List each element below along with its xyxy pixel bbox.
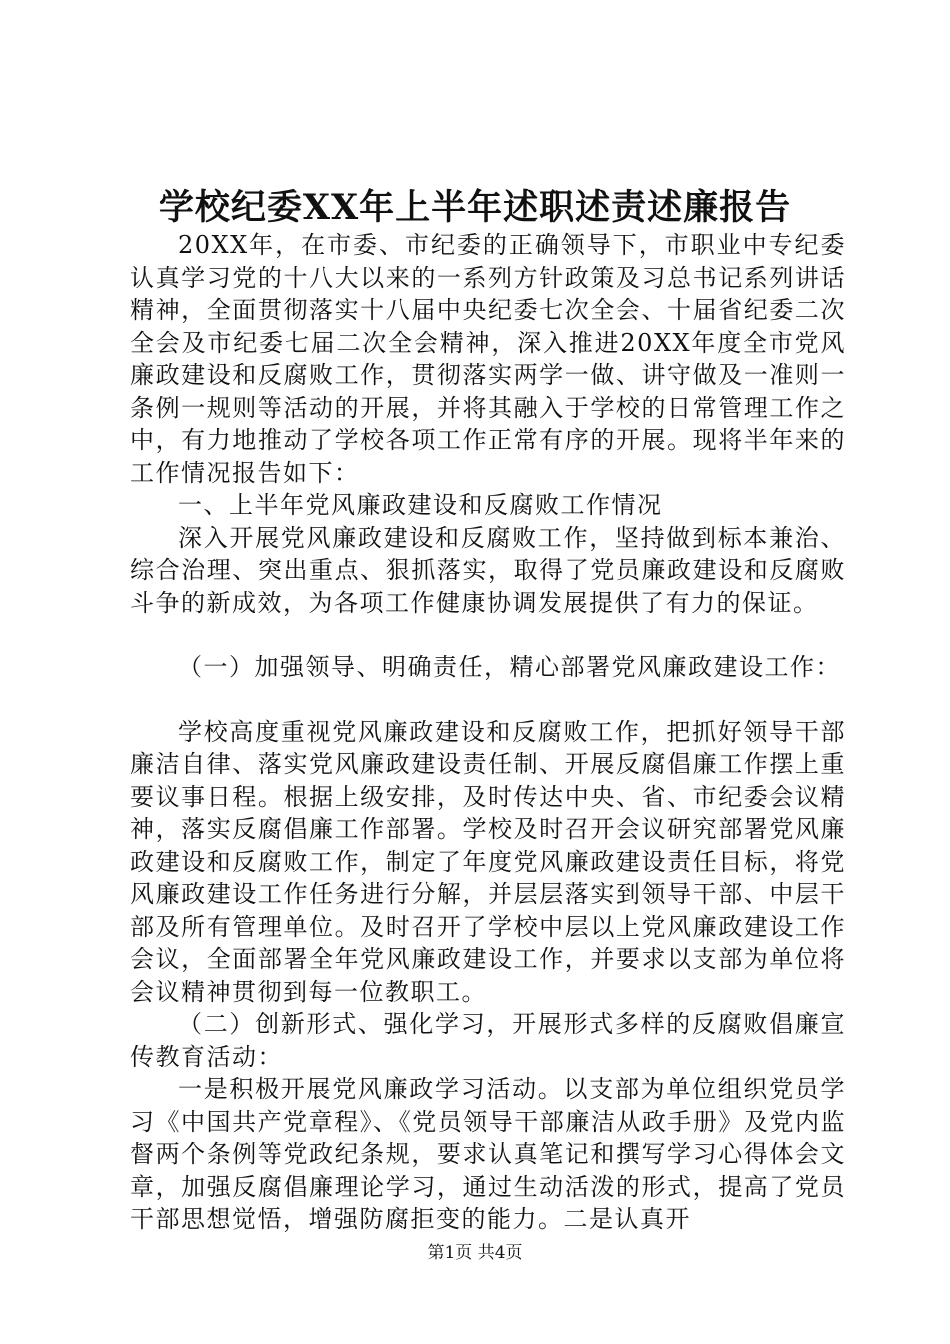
subheading-1: （一）加强领导、明确责任，精心部署党风廉政建设工作： xyxy=(178,653,841,681)
document-body xyxy=(130,229,846,1236)
document-title: 学校纪委XX年上半年述职述责述廉报告 xyxy=(158,187,792,228)
paragraph-subsection-2: 一是积极开展党风廉政学习活动。以支部为单位组织党员学习《中国共产党章程》、《党员领导干部廉洁从政手册》及党内监督两个条例等党政纪条规，要求认真笔记和撰写学习心得体会文章，加强反腐倡廉理论学习，通过生动活泼的形式，提高了党员干部思想觉悟，增强防腐拒变的能力。二是认真开 xyxy=(130,1075,846,1233)
page-footer: 第1页 共4页 xyxy=(427,1243,523,1263)
paragraph-intro: 20XX年，在市委、市纪委的正确领导下，市职业中专纪委认真学习党的十八大以来的一系列方针政策及习总书记系列讲话精神，全面贯彻落实十八届中央纪委七次全会、十届省纪委二次全会及市纪委七届二次全会精神，深入推进20XX年度全市党风廉政建设和反腐败工作，贯彻落实两学一做、讲守做及一准则一条例一规则等活动的开展，并将其融入于学校的日常管理工作之中，有力地推动了学校各项工作正常有序的开展。现将半年来的工作情况报告如下： xyxy=(130,231,846,487)
paragraph-section-1: 深入开展党风廉政建设和反腐败工作，坚持做到标本兼治、综合治理、突出重点、狠抓落实，取得了党员廉政建设和反腐败斗争的新成效，为各项工作健康协调发展提供了有力的保证。 xyxy=(130,523,846,617)
subheading-2: （二）创新形式、强化学习，开展形式多样的反腐败倡廉宣传教育活动： xyxy=(130,1010,846,1071)
section-heading-1: 一、上半年党风廉政建设和反腐败工作情况 xyxy=(178,491,663,519)
paragraph-subsection-1: 学校高度重视党风廉政建设和反腐败工作，把抓好领导干部廉洁自律、落实党风廉政建设责任制、开展反腐倡廉工作摆上重要议事日程。根据上级安排，及时传达中央、省、市纪委会议精神，落实反腐倡廉工作部署。学校及时召开会议研究部署党风廉政建设和反腐败工作，制定了年度党风廉政建设责任目标，将党风廉政建设工作任务进行分解，并层层落实到领导干部、中层干部及所有管理单位。及时召开了学校中层以上党风廉政建设工作会议，全面部署全年党风廉政建设工作，并要求以支部为单位将会议精神贯彻到每一位教职工。 xyxy=(130,717,846,1006)
